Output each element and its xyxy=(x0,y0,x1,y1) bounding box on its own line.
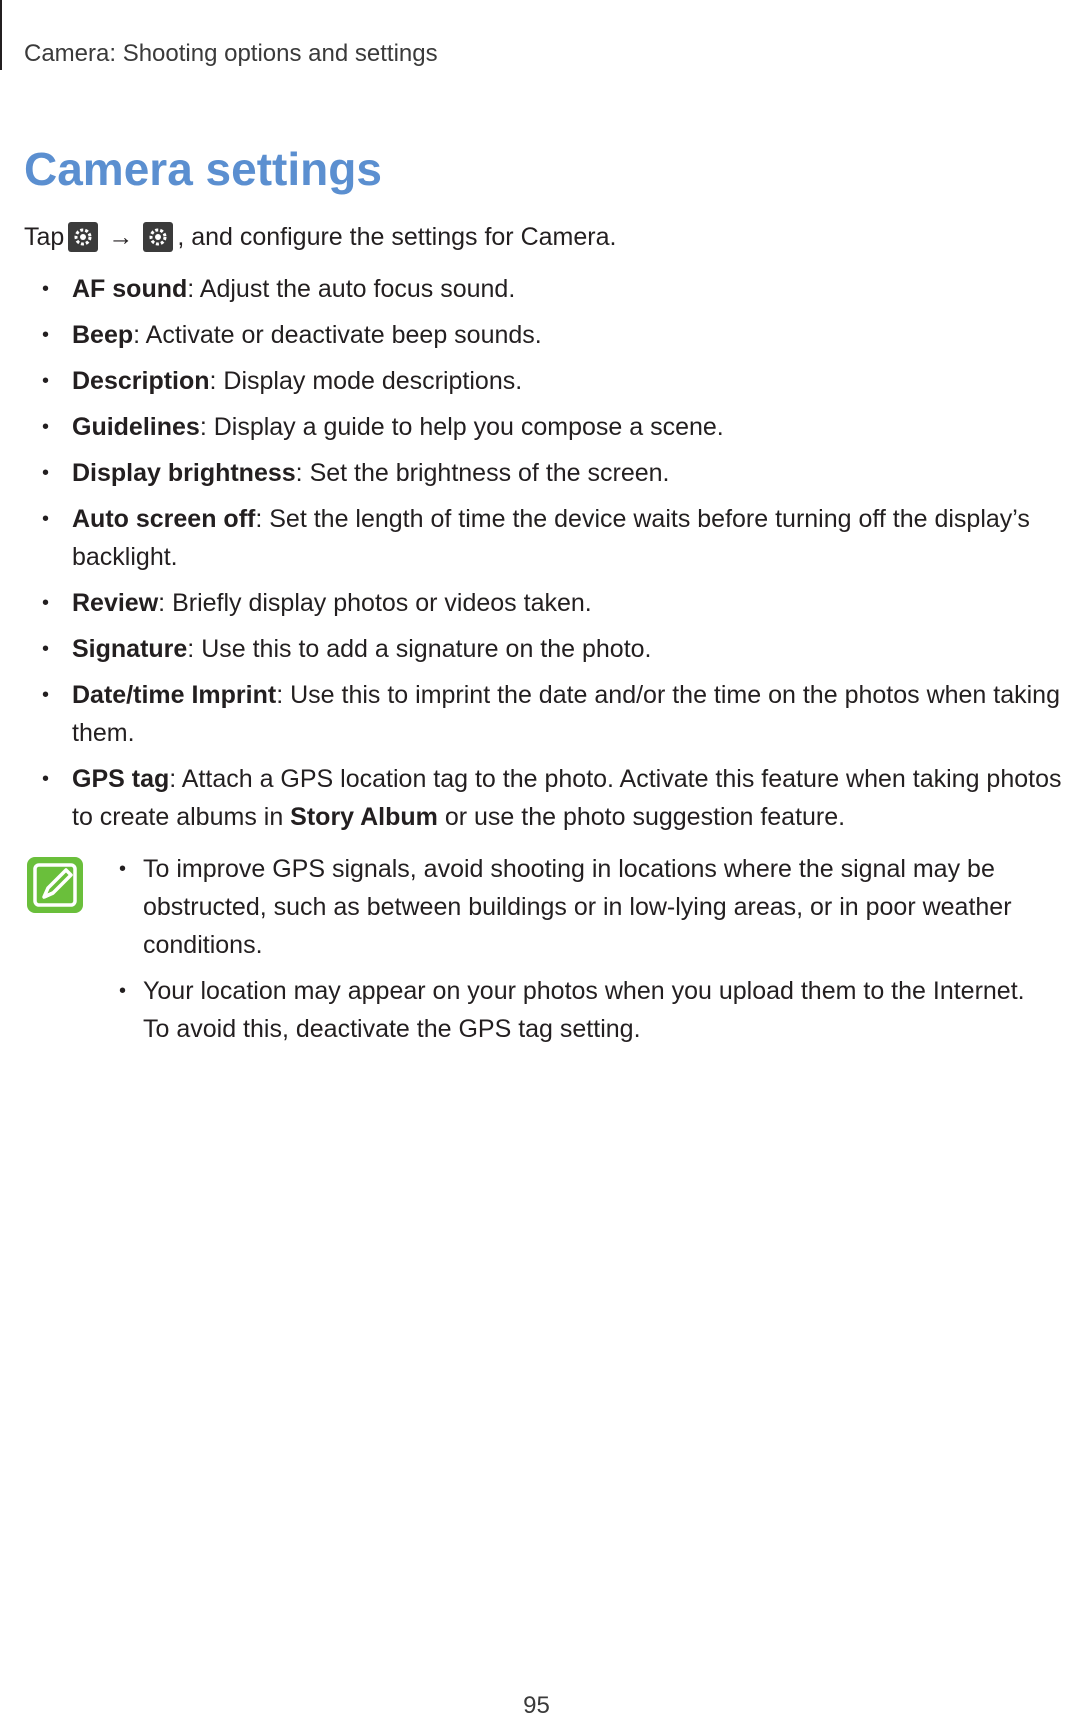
item-term: Guidelines xyxy=(72,413,200,441)
settings-list xyxy=(0,270,1073,844)
page-title: Camera settings xyxy=(24,143,382,195)
item-desc: : Use this to imprint the date and/or the time on the photos when taking them. xyxy=(72,681,1060,747)
list-item: • Beep: Activate or deactivate beep sounds. xyxy=(42,321,542,349)
item-desc: : Briefly display photos or videos taken. xyxy=(158,589,592,617)
item-desc: : Set the brightness of the screen. xyxy=(295,459,670,487)
item-term: Review xyxy=(72,589,159,617)
item-term: AF sound xyxy=(72,275,188,303)
item-term-inline: Story Album xyxy=(290,803,438,831)
settings-icon xyxy=(143,222,173,252)
margin-rule xyxy=(0,0,2,70)
item-term: Description xyxy=(72,367,210,395)
item-desc: : Display a guide to help you compose a scene. xyxy=(199,413,724,441)
settings-icon xyxy=(68,222,98,252)
note-text: Your location may appear on your photos when you upload them to the Internet. To avoid this, deactivate the GPS tag setting. xyxy=(143,977,1025,1043)
page-number: 95 xyxy=(523,1692,550,1719)
item-term: Beep xyxy=(72,321,134,349)
item-term: Display brightness xyxy=(72,459,296,487)
list-item: • Review: Briefly display photos or videos taken. xyxy=(42,589,592,617)
list-item: • Display brightness: Set the brightness of the screen. xyxy=(42,459,670,487)
item-desc: : Attach a GPS location tag to the photo. Activate this feature when taking photos to create albums in xyxy=(72,765,1062,831)
item-term: GPS tag xyxy=(72,765,170,793)
running-head: Camera: Shooting options and settings xyxy=(24,40,438,67)
list-item: • GPS tag: Attach a GPS location tag to the photo. Activate this feature when taking photos to create albums in Story Album or use the photo suggestion feature. xyxy=(42,765,1062,831)
item-desc: : Display mode descriptions. xyxy=(209,367,523,395)
intro-line xyxy=(24,222,616,252)
list-item: • Description: Display mode descriptions. xyxy=(42,367,523,395)
list-item: • Guidelines: Display a guide to help you compose a scene. xyxy=(42,413,724,441)
item-term: Auto screen off xyxy=(72,505,256,533)
item-term: Signature xyxy=(72,635,188,663)
item-desc: : Adjust the auto focus sound. xyxy=(187,275,516,303)
intro-prefix: Tap xyxy=(24,222,65,251)
item-desc: : Activate or deactivate beep sounds. xyxy=(133,321,542,349)
note-item: • Your location may appear on your photos when you upload them to the Internet. To avoid this, deactivate the GPS tag setting. xyxy=(119,977,1025,1043)
list-item: • AF sound: Adjust the auto focus sound. xyxy=(42,275,516,303)
list-item: • Signature: Use this to add a signature on the photo. xyxy=(42,635,652,663)
item-desc: : Set the length of time the device waits before turning off the display’s backlight. xyxy=(72,505,1030,571)
list-item: • Date/time Imprint: Use this to imprint the date and/or the time on the photos when taking them. xyxy=(42,681,1060,747)
note-item: • To improve GPS signals, avoid shooting in locations where the signal may be obstructed, such as between buildings or in low-lying areas, or in poor weather conditions. xyxy=(119,855,1012,959)
note-box xyxy=(0,850,1073,1056)
intro-suffix: , and configure the settings for Camera. xyxy=(177,222,617,251)
list-item: • Auto screen off: Set the length of time the device waits before turning off the display’s backlight. xyxy=(42,505,1030,571)
item-desc: : Use this to add a signature on the photo. xyxy=(187,635,652,663)
note-text: To improve GPS signals, avoid shooting in locations where the signal may be obstructed, such as between buildings or in low-lying areas, or in poor weather conditions. xyxy=(143,855,1012,959)
arrow-glyph: → xyxy=(108,222,134,251)
item-term: Date/time Imprint xyxy=(72,681,277,709)
item-desc: or use the photo suggestion feature. xyxy=(437,803,846,831)
